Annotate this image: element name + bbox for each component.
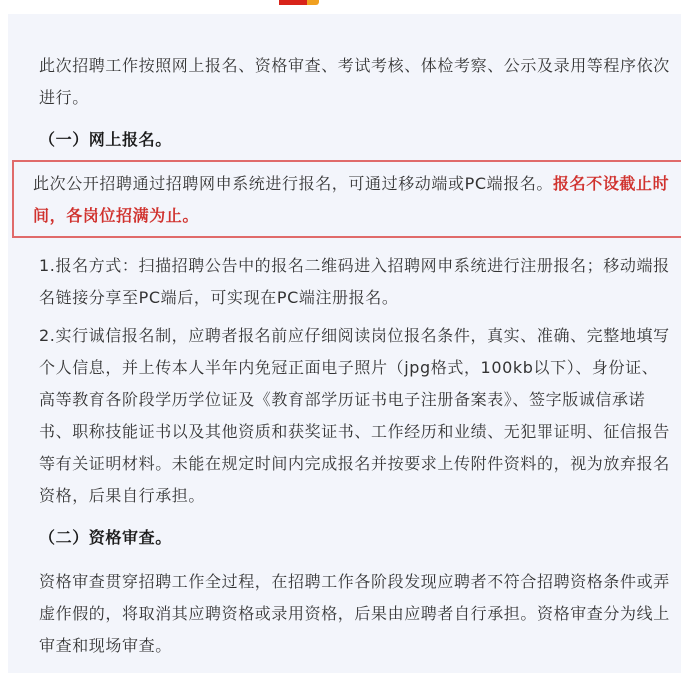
notice-emphasis-text: 报名不设截止时间，各岗位招满为止。: [33, 174, 670, 225]
notice-text: [33, 168, 673, 232]
notice-highlight-box: [12, 160, 681, 238]
notice-normal-text: 此次公开招聘通过招聘网申系统进行报名，可通过移动端或PC端报名。: [33, 174, 554, 193]
integrity-registration-paragraph: 2.实行诚信报名制，应聘者报名前应仔细阅读岗位报名条件，真实、准确、完整地填写个人信息，并上传本人半年内免冠正面电子照片（jpg格式，100kb以下）、身份证、高等教育各阶段学历学位证及《教育部学历证书电子注册备案表》、签字版诚信承诺书、职称技能证书以及其他资质和获奖证书、工作经历和业绩、无犯罪证明、征信报告等有关证明材料。未能在规定时间内完成报名并按要求上传附件资料的，视为放弃报名资格，后果自行承担。: [39, 326, 670, 505]
registration-method-paragraph: 1.报名方式：扫描招聘公告中的报名二维码进入招聘网申系统进行注册报名；移动端报名链接分享至PC端后，可实现在PC端注册报名。: [39, 256, 670, 307]
intro-paragraph: 此次招聘工作按照网上报名、资格审查、考试考核、体检考察、公示及录用等程序依次进行。: [39, 56, 670, 107]
section2-heading: （二）资格审查。: [39, 528, 172, 547]
content-card: [8, 14, 681, 673]
top-accent-bar: [279, 0, 319, 5]
qualification-review-paragraph: 资格审查贯穿招聘工作全过程，在招聘工作各阶段发现应聘者不符合招聘资格条件或弄虚作假的，将取消其应聘资格或录用资格，后果由应聘者自行承担。资格审查分为线上审查和现场审查。: [39, 572, 670, 655]
section1-heading: （一）网上报名。: [39, 130, 172, 149]
